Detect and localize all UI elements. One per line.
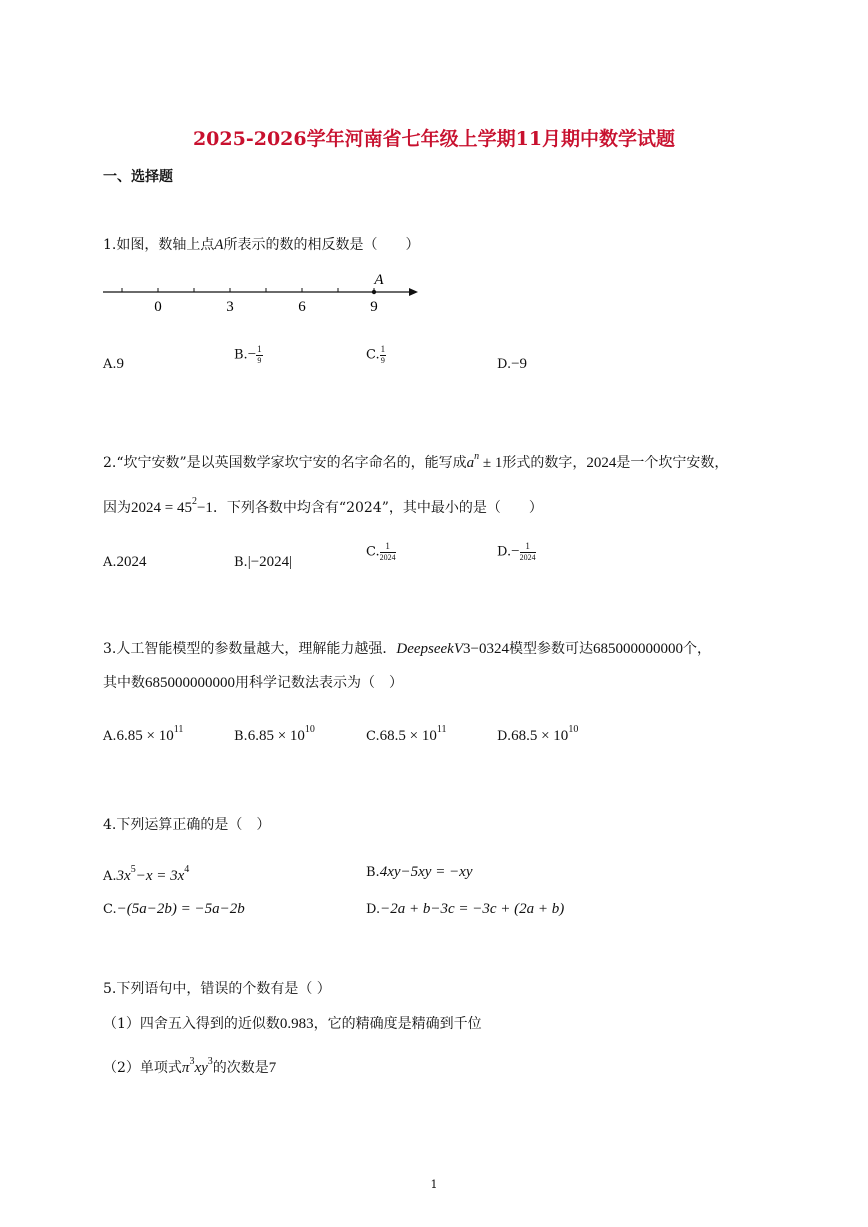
q5-stem: 5.下列语句中，错误的个数有是（ ） [103,981,331,997]
q2-option-a[interactable]: A.2024 [103,554,147,570]
q4-stem: 4.下列运算正确的是（ ） [103,817,271,833]
tick-label: 0 [154,299,162,315]
q3-option-a[interactable]: $A.6.85 \times 10^{11}$ [103,724,184,744]
q2-option-c[interactable]: C. $\frac{1}{2024}$ [366,541,396,562]
q5-item-2: （2）单项式$\pi^3xy^3$的次数是7 [103,1056,277,1076]
page-title: 2025-2026学年河南省七年级上学期11月期中数学试题 [192,128,676,150]
q2-stem-line1: 2.“坎宁安数”是以英国数学家坎宁安的名字命名的，能写成$a^n \pm 1$形式的数字，2024是一个坎宁安数， [103,451,729,471]
q4-option-a[interactable]: $A.3x^5-x = 3x^4$ [103,864,190,884]
q1-stem: 1.如图，数轴上点A所表示的数的相反数是（ ） [103,237,420,253]
page-number: 1 [430,1178,438,1191]
q3-option-c[interactable]: $C.68.5 \times 10^{11}$ [366,724,447,744]
q2-stem-line2: 因为$2024 = 45^2-1$．下列各数中均含有“2024”，其中最小的是（ ） [103,496,543,516]
tick-label: 6 [298,299,306,315]
q4-option-c[interactable]: C.−(5a−2b) = −5a−2b [103,901,245,917]
tick-label: 3 [226,299,234,315]
q4-option-d[interactable]: D.−2a + b−3c = −3c + (2a + b) [366,901,565,917]
q1-option-a[interactable]: A.9 [103,356,125,372]
q1-option-b[interactable]: B.− $\frac{1}{9}$ [234,344,262,365]
q3-option-b[interactable]: $B.6.85 \times 10^{10}$ [234,724,315,744]
point-a-dot [372,290,376,294]
q2-option-b[interactable]: B.|−2024| [234,554,293,570]
q3-option-d[interactable]: $D.68.5 \times 10^{10}$ [497,724,579,744]
q5-item-1: （1）四舍五入得到的近似数0.983，它的精确度是精确到千位 [103,1016,482,1032]
tick-label: 9 [370,299,378,315]
q4-option-b[interactable]: B.4xy−5xy = −xy [366,864,473,880]
point-a-label: A [374,272,384,288]
q1-option-d[interactable]: D.−9 [497,356,528,372]
number-line [100,268,430,318]
q2-option-d[interactable]: D.− $\frac{1}{2024}$ [497,541,536,562]
q3-stem-line2: 其中数685000000000用科学记数法表示为（ ） [103,675,403,691]
section-heading: 一、选择题 [103,169,173,185]
q1-option-c[interactable]: C. $\frac{1}{9}$ [366,344,386,365]
q3-stem-line1: 3.人工智能模型的参数量越大，理解能力越强．DeepseekV3−0324模型参数可达685000000000个， [103,641,711,657]
